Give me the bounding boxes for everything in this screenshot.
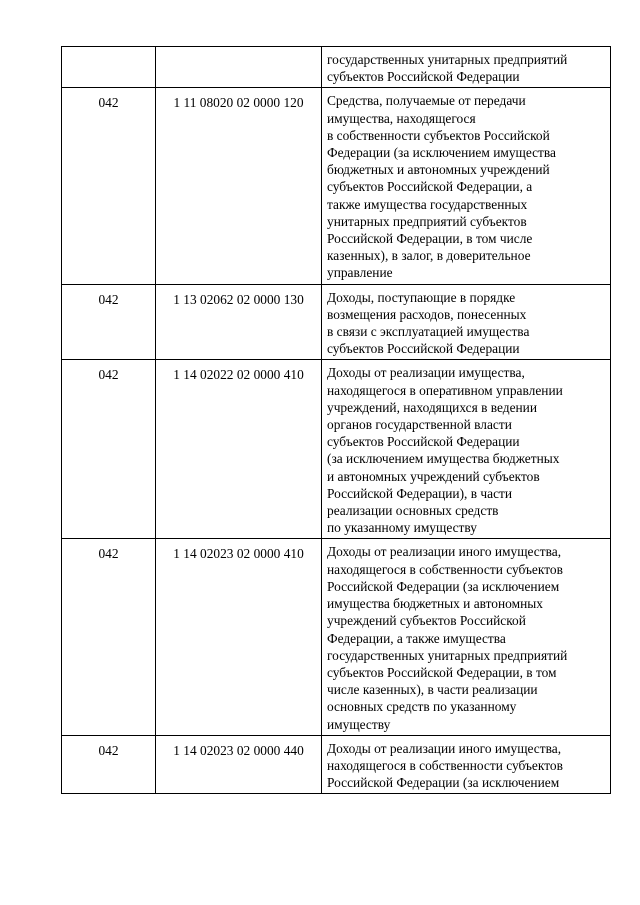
description-line: Федерации, а также имущества — [327, 630, 506, 646]
description-line: находящегося в оперативном управлении — [327, 382, 563, 398]
admin-code-cell: 042 — [62, 88, 156, 284]
description-line: бюджетных и автономных учреждений — [327, 162, 550, 178]
description-line: имущества, находящегося — [327, 110, 476, 126]
description-line: управление — [327, 265, 393, 281]
admin-code-cell: 042 — [62, 735, 156, 794]
description-line: субъектов Российской Федерации, а — [327, 179, 533, 195]
description-line: также имущества государственных — [327, 196, 528, 212]
description-cell — [322, 284, 611, 360]
description-line: Федерации (за исключением имущества — [327, 145, 557, 161]
revenue-codes-table — [61, 46, 611, 794]
description-line: находящегося в собственности субъектов — [327, 757, 563, 773]
description-cell — [322, 47, 611, 88]
description-line: органов государственной власти — [327, 417, 512, 433]
table-row — [62, 47, 611, 88]
description-line: возмещения расходов, понесенных — [327, 306, 527, 322]
admin-code-cell: 042 — [62, 360, 156, 539]
admin-code-cell: 042 — [62, 284, 156, 360]
description-line: Доходы от реализации иного имущества, — [327, 544, 562, 560]
description-cell — [322, 360, 611, 539]
table-row — [62, 88, 611, 284]
description-line: субъектов Российской Федерации — [327, 434, 520, 450]
budget-code-cell: 1 14 02022 02 0000 410 — [156, 360, 322, 539]
description-line: субъектов Российской Федерации — [327, 341, 520, 357]
description-line: числе казенных), в части реализации — [327, 682, 538, 698]
description-line: (за исключением имущества бюджетных — [327, 451, 560, 467]
description-line: Российской Федерации), в части — [327, 485, 513, 501]
description-line: унитарных предприятий субъектов — [327, 213, 527, 229]
description-line: Российской Федерации (за исключением — [327, 578, 560, 594]
description-cell — [322, 539, 611, 735]
description-line: по указанному имуществу — [327, 520, 477, 536]
description-line: учреждений, находящихся в ведении — [327, 399, 538, 415]
description-line: в собственности субъектов Российской — [327, 127, 550, 143]
description-line: Доходы от реализации имущества, — [327, 365, 525, 381]
description-line: Российской Федерации (за исключением — [327, 775, 560, 791]
description-line: имуществу — [327, 716, 391, 732]
table-row — [62, 360, 611, 539]
description-line: основных средств по указанному — [327, 699, 517, 715]
description-line: субъектов Российской Федерации — [327, 69, 520, 85]
admin-code-cell — [62, 47, 156, 88]
budget-code-cell: 1 11 08020 02 0000 120 — [156, 88, 322, 284]
budget-code-cell: 1 14 02023 02 0000 410 — [156, 539, 322, 735]
table-row — [62, 735, 611, 794]
description-line: государственных унитарных предприятий — [327, 52, 568, 67]
budget-code-cell: 1 13 02062 02 0000 130 — [156, 284, 322, 360]
description-line: реализации основных средств — [327, 503, 499, 519]
admin-code-cell: 042 — [62, 539, 156, 735]
description-line: учреждений субъектов Российской — [327, 613, 526, 629]
description-cell — [322, 88, 611, 284]
description-line: имущества бюджетных и автономных — [327, 596, 543, 612]
description-line: Средства, получаемые от передачи — [327, 93, 526, 109]
description-line: Доходы, поступающие в порядке — [327, 289, 516, 305]
description-line: находящегося в собственности субъектов — [327, 561, 563, 577]
description-line: казенных), в залог, в доверительное — [327, 248, 531, 264]
description-line: Доходы от реализации иного имущества, — [327, 740, 562, 756]
description-line: и автономных учреждений субъектов — [327, 468, 540, 484]
budget-code-cell — [156, 47, 322, 88]
description-line: Российской Федерации, в том числе — [327, 231, 533, 247]
table-row — [62, 284, 611, 360]
description-line: в связи с эксплуатацией имущества — [327, 324, 530, 340]
description-cell — [322, 735, 611, 794]
description-line: государственных унитарных предприятий — [327, 647, 568, 663]
budget-code-cell: 1 14 02023 02 0000 440 — [156, 735, 322, 794]
table-row — [62, 539, 611, 735]
description-line: субъектов Российской Федерации, в том — [327, 664, 557, 680]
